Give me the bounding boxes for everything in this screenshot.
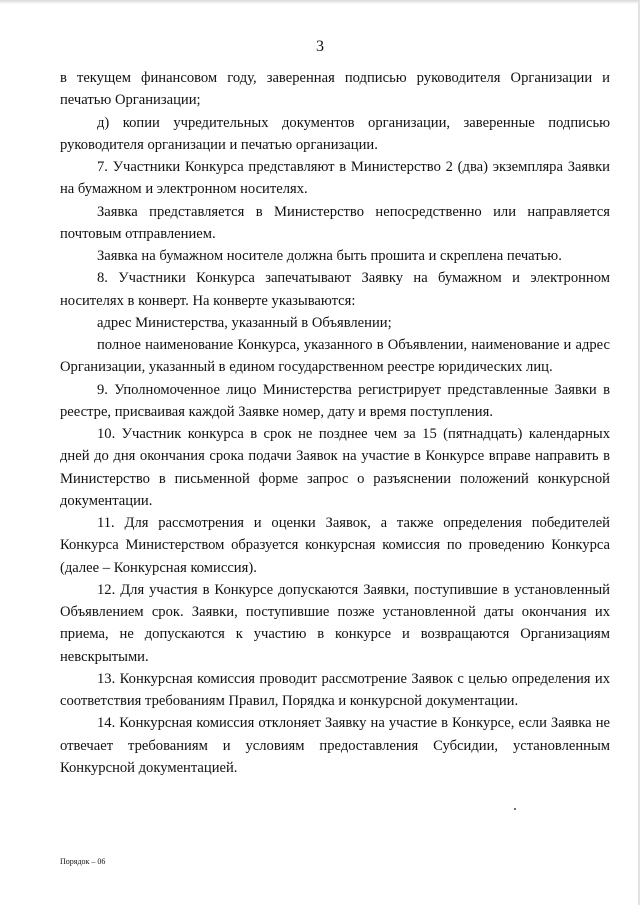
footer-doc-code: Порядок – 06 [60,857,106,866]
scan-speck [514,808,516,810]
paragraph: 13. Конкурсная комиссия проводит рассмотрение Заявок с целью определения их соответствия требованиям Правил, Порядка и конкурсной документации. [60,670,610,709]
paragraph: 8. Участники Конкурса запечатывают Заявку на бумажном и электронном носителях в конверт. На конверте указываются: [60,270,610,309]
document-body [60,67,610,779]
paragraph: 7. Участники Конкурса представляют в Министерство 2 (два) экземпляра Заявки на бумажном и электронном носителях. [60,159,610,198]
page-number: 3 [316,38,324,55]
paragraph: в текущем финансовом году, заверенная подписью руководителя Организации и печатью Организации; [60,70,610,109]
scan-top-edge [0,0,640,4]
paragraph: 11. Для рассмотрения и оценки Заявок, а также определения победителей Конкурса Министерством образуется конкурсная комиссия по проведению Конкурса (далее – Конкурсная комиссия). [60,515,610,576]
paragraph: Заявка представляется в Министерство непосредственно или направляется почтовым отправлением. [60,203,610,242]
paragraph: Заявка на бумажном носителе должна быть прошита и скреплена печатью. [97,248,562,264]
paragraph: 9. Уполномоченное лицо Министерства регистрирует представленные Заявки в реестре, присваивая каждой Заявке номер, дату и время поступления. [60,381,610,420]
paragraph: полное наименование Конкурса, указанного в Объявлении, наименование и адрес Организации, указанный в едином государственном реестре юридических лиц. [60,337,610,376]
paragraph: д) копии учредительных документов организации, заверенные подписью руководителя организации и печатью организации. [60,114,610,153]
paragraph: 12. Для участия в Конкурсе допускаются Заявки, поступившие в установленный Объявлением срок. Заявки, поступившие позже установленной даты окончания их приема, не допускаются к участию в конкурсе и возвращаются Организациям невскрытыми. [60,581,610,665]
paragraph: 14. Конкурсная комиссия отклоняет Заявку на участие в Конкурсе, если Заявка не отвечает требованиям и условиям предоставления Субсидии, установленным Конкурсной документацией. [60,715,610,776]
paragraph: 10. Участник конкурса в срок не позднее чем за 15 (пятнадцать) календарных дней до дня окончания срока подачи Заявок на участие в Конкурсе вправе направить в Министерство в письменной форме запрос о разъяснении положений конкурсной документации. [60,426,610,509]
paragraph: адрес Министерства, указанный в Объявлении; [97,314,392,331]
